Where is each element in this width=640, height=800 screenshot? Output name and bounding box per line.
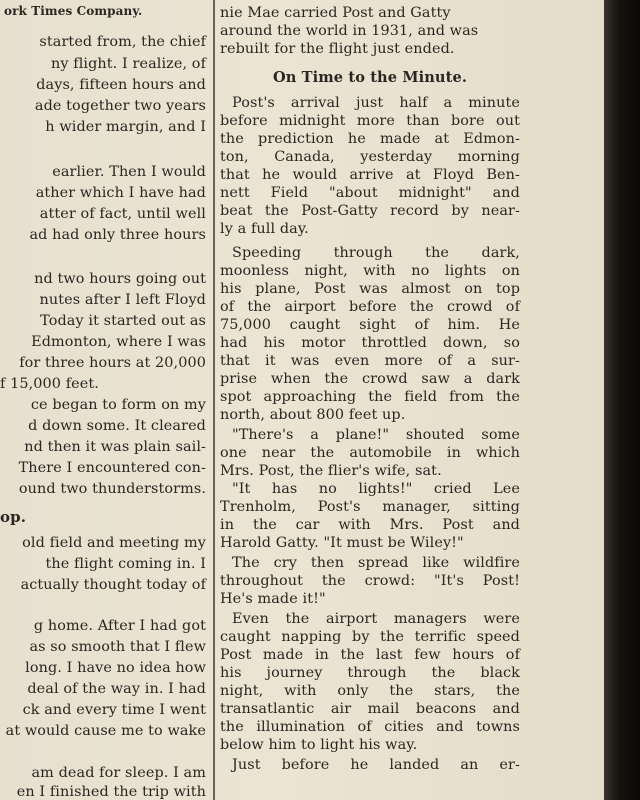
column-rule: [213, 0, 215, 800]
text-line: am dead for sleep. I am: [31, 765, 206, 781]
text-line: "It has no lights!" cried Lee: [232, 481, 520, 497]
text-line: around the world in 1931, and was: [220, 23, 479, 39]
text-line: started from, the chief: [39, 34, 206, 50]
text-line: He's made it!": [220, 591, 326, 607]
text-line: prise when the crowd saw a dark: [220, 371, 520, 387]
text-line: Trenholm, Post's manager, sitting: [220, 499, 520, 515]
text-line: for three hours at 20,000: [19, 355, 206, 371]
text-line: ce began to form on my: [30, 397, 206, 413]
text-line: that he would arrive at Floyd Ben-: [220, 167, 520, 183]
text-line: ather which I have had: [35, 185, 206, 201]
text-line: ton, Canada, yesterday morning: [220, 149, 520, 165]
text-line: g home. After I had got: [33, 618, 206, 634]
text-line: "There's a plane!" shouted some: [232, 427, 520, 443]
text-line: en I finished the trip with: [16, 784, 206, 800]
text-line: beat the Post-Gatty record by near-: [220, 203, 520, 219]
text-line: ny flight. I realize, of: [51, 56, 206, 72]
text-line: that it was even more of a sur-: [220, 353, 520, 369]
text-line: earlier. Then I would: [52, 164, 206, 180]
text-line: f 15,000 feet.: [0, 376, 99, 392]
text-line: nie Mae carried Post and Gatty: [220, 5, 451, 21]
text-line: deal of the way in. I had: [27, 681, 206, 697]
text-line: nutes after I left Floyd: [39, 292, 206, 308]
text-line: Post's arrival just half a minute: [232, 95, 520, 111]
text-line: spot approaching the field from the: [220, 389, 520, 405]
text-line: h wider margin, and I: [45, 119, 206, 135]
text-line: ound two thunderstorms.: [18, 481, 206, 497]
text-line: as so smooth that I flew: [29, 639, 206, 655]
text-line: the prediction he made at Edmon-: [220, 131, 520, 147]
text-line: Post made in the last few hours of: [220, 647, 520, 663]
text-line: Mrs. Post, the flier's wife, sat.: [220, 463, 442, 479]
page-edge-shadow: [604, 0, 640, 800]
text-line: nd two hours going out: [34, 271, 206, 287]
text-line: rebuilt for the flight just ended.: [220, 41, 455, 57]
text-line: throughout the crowd: "It's Post!: [220, 573, 520, 589]
text-line: caught napping by the terrific speed: [220, 629, 520, 645]
text-line: ck and every time I went: [22, 702, 206, 718]
text-line: long. I have no idea how: [25, 660, 206, 676]
text-line: at would cause me to wake: [5, 723, 206, 739]
text-line: atter of fact, until well: [39, 206, 206, 222]
text-line: Just before he landed an er-: [232, 757, 520, 773]
text-line: actually thought today of: [20, 577, 206, 593]
text-line: nd then it was plain sail-: [24, 439, 206, 455]
text-line: Edmonton, where I was: [31, 334, 206, 350]
text-line: The cry then spread like wildfire: [232, 555, 520, 571]
text-line: night, with only the stars, the: [220, 683, 520, 699]
text-line: There I encountered con-: [18, 460, 206, 476]
text-line: transatlantic air mail beacons and: [220, 701, 520, 717]
text-line: moonless night, with no lights on: [220, 263, 520, 279]
subheading: On Time to the Minute.: [272, 69, 468, 86]
left-column: [0, 0, 212, 800]
text-line: 75,000 caught sight of him. He: [220, 317, 520, 333]
text-line: below him to light his way.: [220, 737, 418, 753]
text-line: Harold Gatty. "It must be Wiley!": [220, 535, 464, 551]
text-line: the flight coming in. I: [45, 556, 206, 572]
text-line: days, fifteen hours and: [36, 77, 206, 93]
text-line: in the car with Mrs. Post and: [220, 517, 520, 533]
text-line: ad had only three hours: [29, 227, 206, 243]
text-line: north, about 800 feet up.: [220, 407, 406, 423]
text-line: nett Field "about midnight" and: [220, 185, 520, 201]
text-line: ly a full day.: [220, 221, 309, 237]
text-line: his journey through the black: [220, 665, 520, 681]
text-line: ade together two years: [34, 98, 206, 114]
section-heading-fragment: op.: [0, 508, 27, 526]
text-line: one near the automobile in which: [220, 445, 520, 461]
text-line: Today it started out as: [40, 313, 206, 329]
text-line: d down some. It cleared: [28, 418, 206, 434]
text-line: his plane, Post was almost on top: [220, 281, 520, 297]
text-line: the illumination of cities and towns: [220, 719, 520, 735]
text-line: before midnight more than bore out: [220, 113, 520, 129]
text-line: old field and meeting my: [22, 535, 206, 551]
right-column: [220, 0, 522, 800]
text-line: of the airport before the crowd of: [220, 299, 520, 315]
text-line: had his motor throttled down, so: [220, 335, 520, 351]
text-line: Even the airport managers were: [232, 611, 520, 627]
text-line: Speeding through the dark,: [232, 245, 520, 261]
credit-line: ork Times Company.: [4, 4, 143, 18]
